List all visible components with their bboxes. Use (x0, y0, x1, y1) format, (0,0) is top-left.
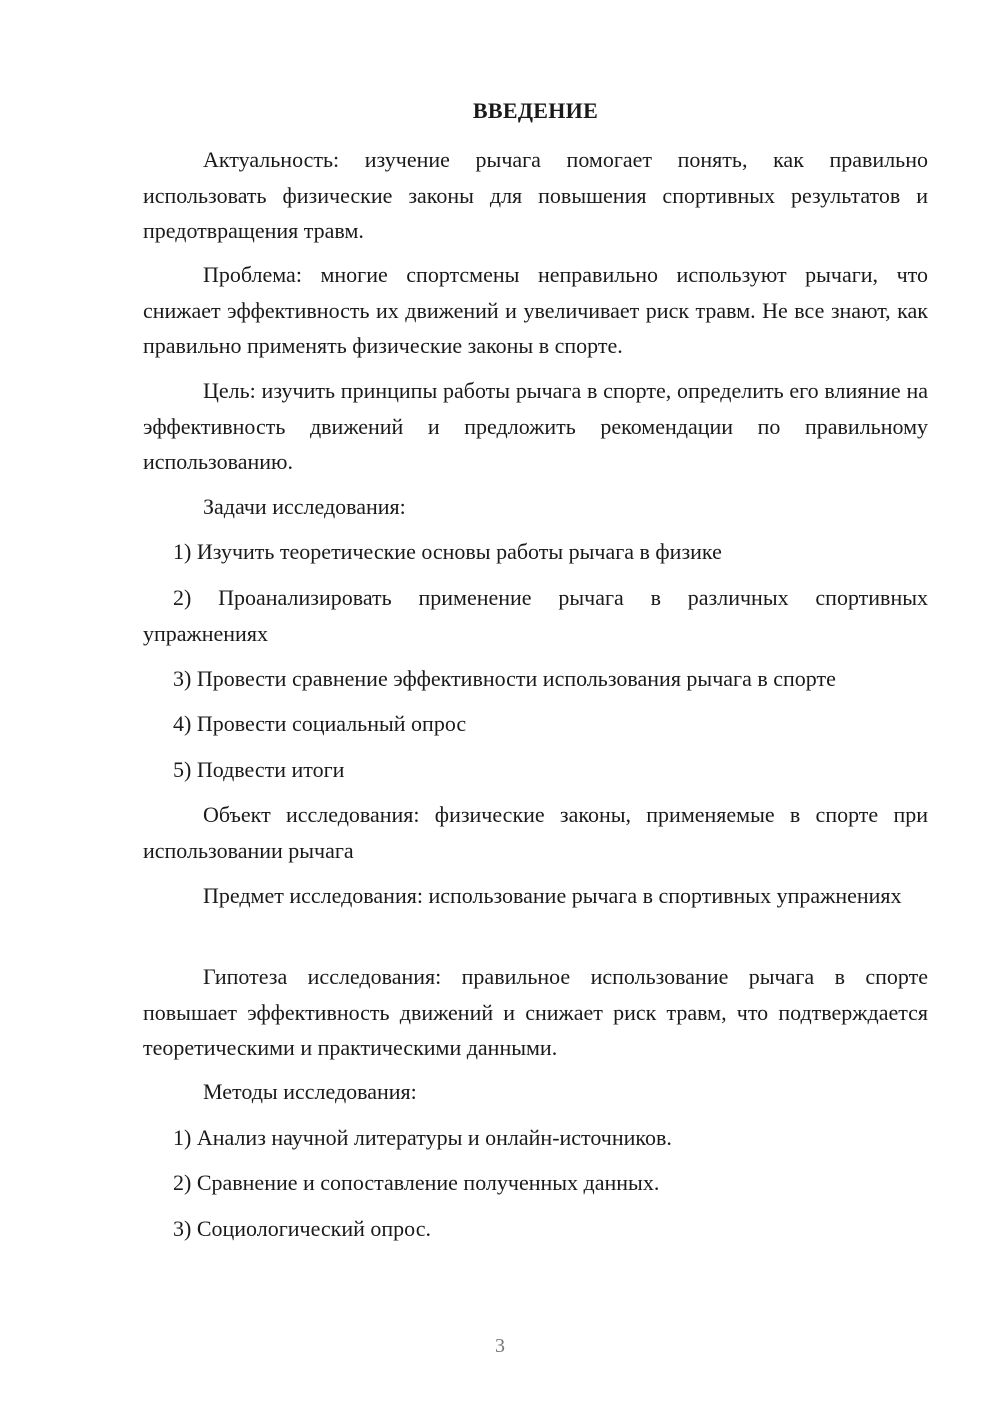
hypothesis-paragraph: Гипотеза исследования: правильное использование рычага в спорте повышает эффективность движений и снижает риск травм, что подтверждается теоретическими и практическими данными. (143, 964, 928, 1060)
task-item-4: 4) Провести социальный опрос (173, 711, 467, 736)
tasks-heading: Задачи исследования: (203, 494, 406, 519)
method-item-1: 1) Анализ научной литературы и онлайн-источников. (173, 1125, 672, 1150)
object-paragraph: Объект исследования: физические законы, применяемые в спорте при использовании рычага (143, 802, 928, 863)
task-item-3: 3) Провести сравнение эффективности использования рычага в спорте (173, 666, 836, 691)
relevance-paragraph: Актуальность: изучение рычага помогает понять, как правильно использовать физические законы для повышения спортивных результатов и предотвращения травм. (143, 147, 928, 243)
section-title: ВВЕДЕНИЕ (472, 98, 599, 123)
method-item-3: 3) Социологический опрос. (173, 1216, 431, 1241)
problem-paragraph: Проблема: многие спортсмены неправильно используют рычаги, что снижает эффективность их движений и увеличивает риск травм. Не все знают, как правильно применять физические законы в спорте. (143, 262, 928, 358)
methods-heading: Методы исследования: (203, 1079, 417, 1104)
goal-paragraph: Цель: изучить принципы работы рычага в спорте, определить его влияние на эффективность движений и предложить рекомендации по правильному использованию. (143, 378, 928, 474)
subject-paragraph: Предмет исследования: использование рычага в спортивных упражнениях (203, 883, 902, 908)
task-item-5: 5) Подвести итоги (173, 757, 345, 782)
task-item-2: 2) Проанализировать применение рычага в различных спортивных упражнениях (143, 585, 928, 646)
method-item-2: 2) Сравнение и сопоставление полученных данных. (173, 1170, 660, 1195)
page-number: 3 (495, 1335, 505, 1357)
task-item-1: 1) Изучить теоретические основы работы рычага в физике (173, 539, 722, 564)
